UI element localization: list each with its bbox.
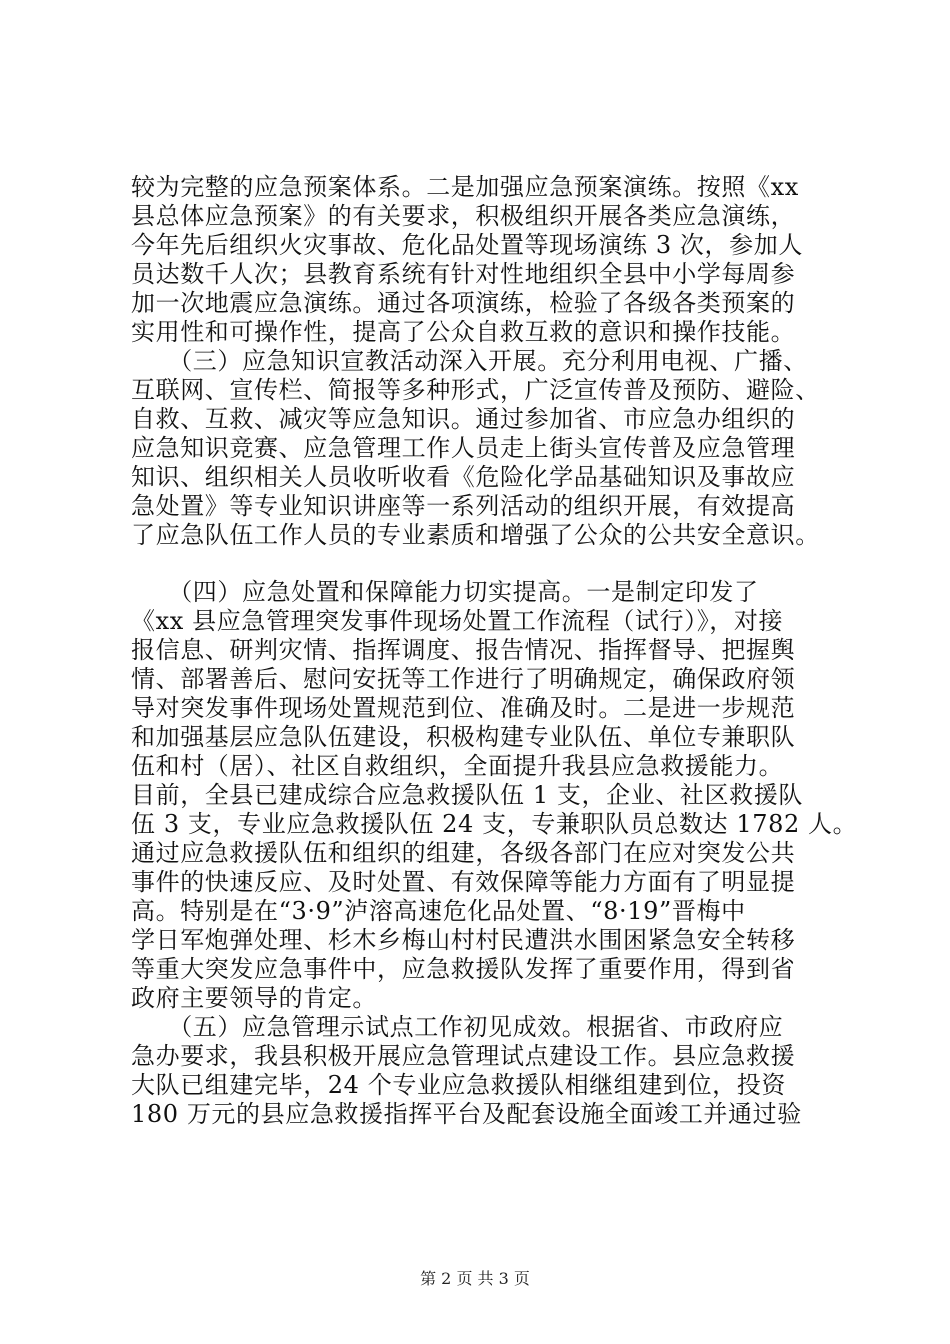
text-line: 员达数千人次；县教育系统有针对性地组织全县中小学每周参 [131,260,796,288]
text-line: 情、部署善后、慰问安抚等工作进行了明确规定，确保政府领 [131,665,796,693]
text-line: 目前，全县已建成综合应急救援队伍 1 支，企业、社区救援队 [131,781,803,809]
text-line: 今年先后组织火灾事故、危化品处置等现场演练 3 次，参加人 [131,231,803,259]
text-line: 政府主要领导的肯定。 [131,984,377,1012]
text-line: 事件的快速反应、及时处置、有效保障等能力方面有了明显提 [131,868,796,896]
text-line: （五）应急管理示试点工作初见成效。根据省、市政府应 [131,1013,784,1041]
text-line: 互联网、宣传栏、简报等多种形式，广泛宣传普及预防、避险、 [131,376,820,404]
text-line: 报信息、研判灾情、指挥调度、报告情况、指挥督导、把握舆 [131,636,796,664]
text-line: 较为完整的应急预案体系。二是加强应急预案演练。按照《xx [131,173,799,201]
text-line: 自救、互救、减灾等应急知识。通过参加省、市应急办组织的 [131,405,796,433]
text-line: 知识、组织相关人员收听收看《危险化学品基础知识及事故应 [131,463,796,491]
text-line: 了应急队伍工作人员的专业素质和增强了公众的公共安全意识。 [131,521,820,549]
text-line: 等重大突发应急事件中，应急救援队发挥了重要作用，得到省 [131,955,796,983]
text-line: 实用性和可操作性，提高了公众自救互救的意识和操作技能。 [131,318,796,346]
text-line: 《xx 县应急管理突发事件现场处置工作流程（试行）》，对接 [131,607,784,635]
text-line: 急处置》等专业知识讲座等一系列活动的组织开展，有效提高 [131,492,796,520]
text-line: 伍和村（居）、社区自救组织，全面提升我县应急救援能力。 [131,752,784,780]
text-line: 应急知识竞赛、应急管理工作人员走上街头宣传普及应急管理 [131,434,796,462]
text-line: 加一次地震应急演练。通过各项演练，检验了各级各类预案的 [131,289,796,317]
text-line: （三）应急知识宣教活动深入开展。充分利用电视、广播、 [131,347,808,375]
page-number: 第 2 页 共 3 页 [420,1269,530,1288]
paragraph-gap [131,550,821,578]
text-line: 学日军炮弹处理、杉木乡梅山村村民遭洪水围困紧急安全转移 [131,926,796,954]
text-line: （四）应急处置和保障能力切实提高。一是制定印发了 [131,578,759,606]
text-line: 导对突发事件现场处置规范到位、准确及时。二是进一步规范 [131,694,796,722]
text-line: 伍 3 支，专业应急救援队伍 24 支，专兼职队员总数达 1782 人。 [131,810,858,838]
text-line: 180 万元的县应急救援指挥平台及配套设施全面竣工并通过验 [131,1100,802,1128]
text-line: 大队已组建完毕，24 个专业应急救援队相继组建到位，投资 [131,1071,786,1099]
text-line: 县总体应急预案》的有关要求，积极组织开展各类应急演练， [131,202,796,230]
text-line: 急办要求，我县积极开展应急管理试点建设工作。县应急救援 [131,1042,796,1070]
document-body [131,173,858,1129]
text-line: 通过应急救援队伍和组织的组建，各级各部门在应对突发公共 [131,839,796,867]
text-line: 和加强基层应急队伍建设，积极构建专业队伍、单位专兼职队 [131,723,796,751]
text-line: 高。特别是在“3·9”泸溶高速危化品处置、“8·19”晋梅中 [131,897,746,925]
